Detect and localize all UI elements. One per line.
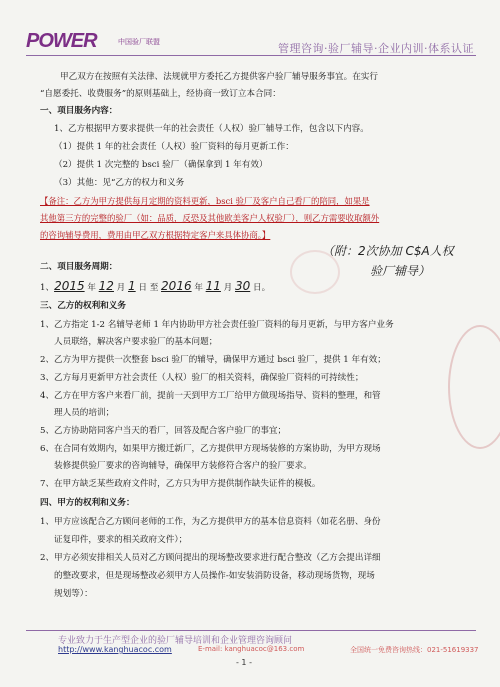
footer-email: E-mail: kanghuacoc@163.com — [198, 645, 305, 653]
section-3-p7: 7、在甲方缺乏某些政府文件时，乙方只为甲方提供制作缺失证件的模板。 — [40, 479, 321, 489]
section-3-p2: 2、乙方为甲方提供一次整套 bsci 验厂的辅导，确保甲方通过 bsci 验厂，提供 1 年有效； — [40, 355, 386, 365]
section-1-item-1: 1、乙方根据甲方要求提供一年的社会责任（人权）验厂辅导工作，包含以下内容。 — [54, 124, 369, 134]
section-4-title: 四、甲方的权利和义务： — [40, 498, 135, 508]
start-day: 1 — [128, 279, 136, 293]
section-4-p2c: 规划等）： — [54, 589, 93, 599]
intro-line-2: “自愿委托、收费服务”的原则基础上，经协商一致订立本合同： — [40, 89, 281, 99]
end-day: 30 — [235, 279, 251, 293]
header-tagline: 管理咨询·验厂辅导·企业内训·体系认证 — [278, 42, 474, 55]
section-1-sub-3: （3）其他：见“乙方的权力和义务 — [54, 178, 185, 188]
note-line-1: 【备注：乙方为甲方提供每月定期的资料更新，bsci 验厂及客户自己看厂的陪同，如果是 — [40, 196, 370, 206]
section-3-p4b: 理人员的培训； — [54, 408, 115, 418]
section-1-sub-2: （2）提供 1 次完整的 bsci 验厂（确保拿到 1 年有效） — [54, 160, 268, 170]
section-4-p2a: 2、甲方必须安排相关人员对乙方顾问提出的现场整改要求进行配合整改（乙方会提出详细 — [40, 553, 381, 563]
section-3-p1b: 人员联络，解决客户要求验厂的基本问题； — [54, 337, 218, 347]
section-4-p1b: 证复印件，要求的相关政府文件）； — [54, 535, 188, 545]
end-month: 11 — [205, 279, 221, 293]
service-period: 1、2015 年 12 月 1 日 至 2016 年 11 月 30 日。 — [40, 279, 271, 293]
brand-name: 中国验厂联盟 — [118, 38, 160, 46]
company-logo: POWER — [26, 30, 97, 52]
page-header — [26, 30, 476, 64]
start-month: 12 — [98, 279, 114, 293]
handwritten-note-line-1: （附：2次协加 C$A人权 — [322, 244, 454, 258]
footer-phone: 全国统一免费咨询热线：021-51619337 — [350, 646, 479, 654]
end-year: 2016 — [161, 279, 192, 293]
section-3-p4a: 4、乙方在甲方客户来看厂前，提前一天到甲方工厂给甲方做现场指导、资料的整理，和管 — [40, 391, 381, 401]
section-3-p1a: 1、乙方指定 1-2 名辅导老师 1 年内协助甲方社会责任验厂资料的每月更新，与甲方客户业务 — [40, 320, 394, 330]
seal-stamp-faint — [290, 250, 340, 294]
section-3-title: 三、乙方的权利和义务 — [40, 301, 126, 311]
handwritten-note-line-2: 验厂辅导） — [370, 264, 431, 278]
section-3-p5: 5、乙方协助陪同客户当天的看厂，回答及配合客户验厂的事宜； — [40, 426, 287, 436]
note-line-3: 的咨询辅导费用，费用由甲乙双方根据特定客户来具体协商。】 — [40, 230, 271, 240]
header-rule — [26, 55, 476, 56]
start-year: 2015 — [54, 279, 85, 293]
section-4-p2b: 的整改要求，但是现场整改必须甲方人员操作-如安装消防设备，移动现场货物，现场 — [54, 571, 375, 581]
seal-stamp-right — [448, 325, 500, 449]
footer-rule — [26, 630, 476, 631]
footer-slogan: 专业致力于生产型企业的验厂辅导培训和企业管理咨询顾问 — [58, 636, 293, 646]
section-2-title: 二、项目服务周期： — [40, 262, 118, 272]
intro-line-1: 甲乙双方在按照有关法律、法规就甲方委托乙方提供客户验厂辅导服务事宜。在实行 — [60, 72, 378, 82]
section-1-sub-1: （1）提供 1 年的社会责任（人权）验厂资料的每月更新工作： — [54, 142, 294, 152]
footer-website-link[interactable]: http://www.kanghuacoc.com — [58, 645, 172, 654]
note-line-2: 其他第三方的完整的验厂（如：品质，反恐及其他欧美客户人权验厂），则乙方需要收取额外 — [40, 213, 380, 223]
section-3-p3: 3、乙方每月更新甲方社会责任（人权）验厂的相关资料，确保验厂资料的可持续性； — [40, 373, 364, 383]
section-1-title: 一、项目服务内容： — [40, 106, 118, 116]
section-4-p1a: 1、甲方应该配合乙方顾问老师的工作，为乙方提供甲方的基本信息资料（如花名册、身份 — [40, 517, 381, 527]
page-number: - 1 - — [236, 658, 252, 667]
section-3-p6a: 6、在合同有效期内，如果甲方搬迁新厂，乙方提供甲方现场装修的方案协助，为甲方现场 — [40, 444, 381, 454]
section-3-p6b: 装修提供验厂要求的咨询辅导，确保甲方装修符合客户的验厂要求。 — [54, 461, 312, 471]
